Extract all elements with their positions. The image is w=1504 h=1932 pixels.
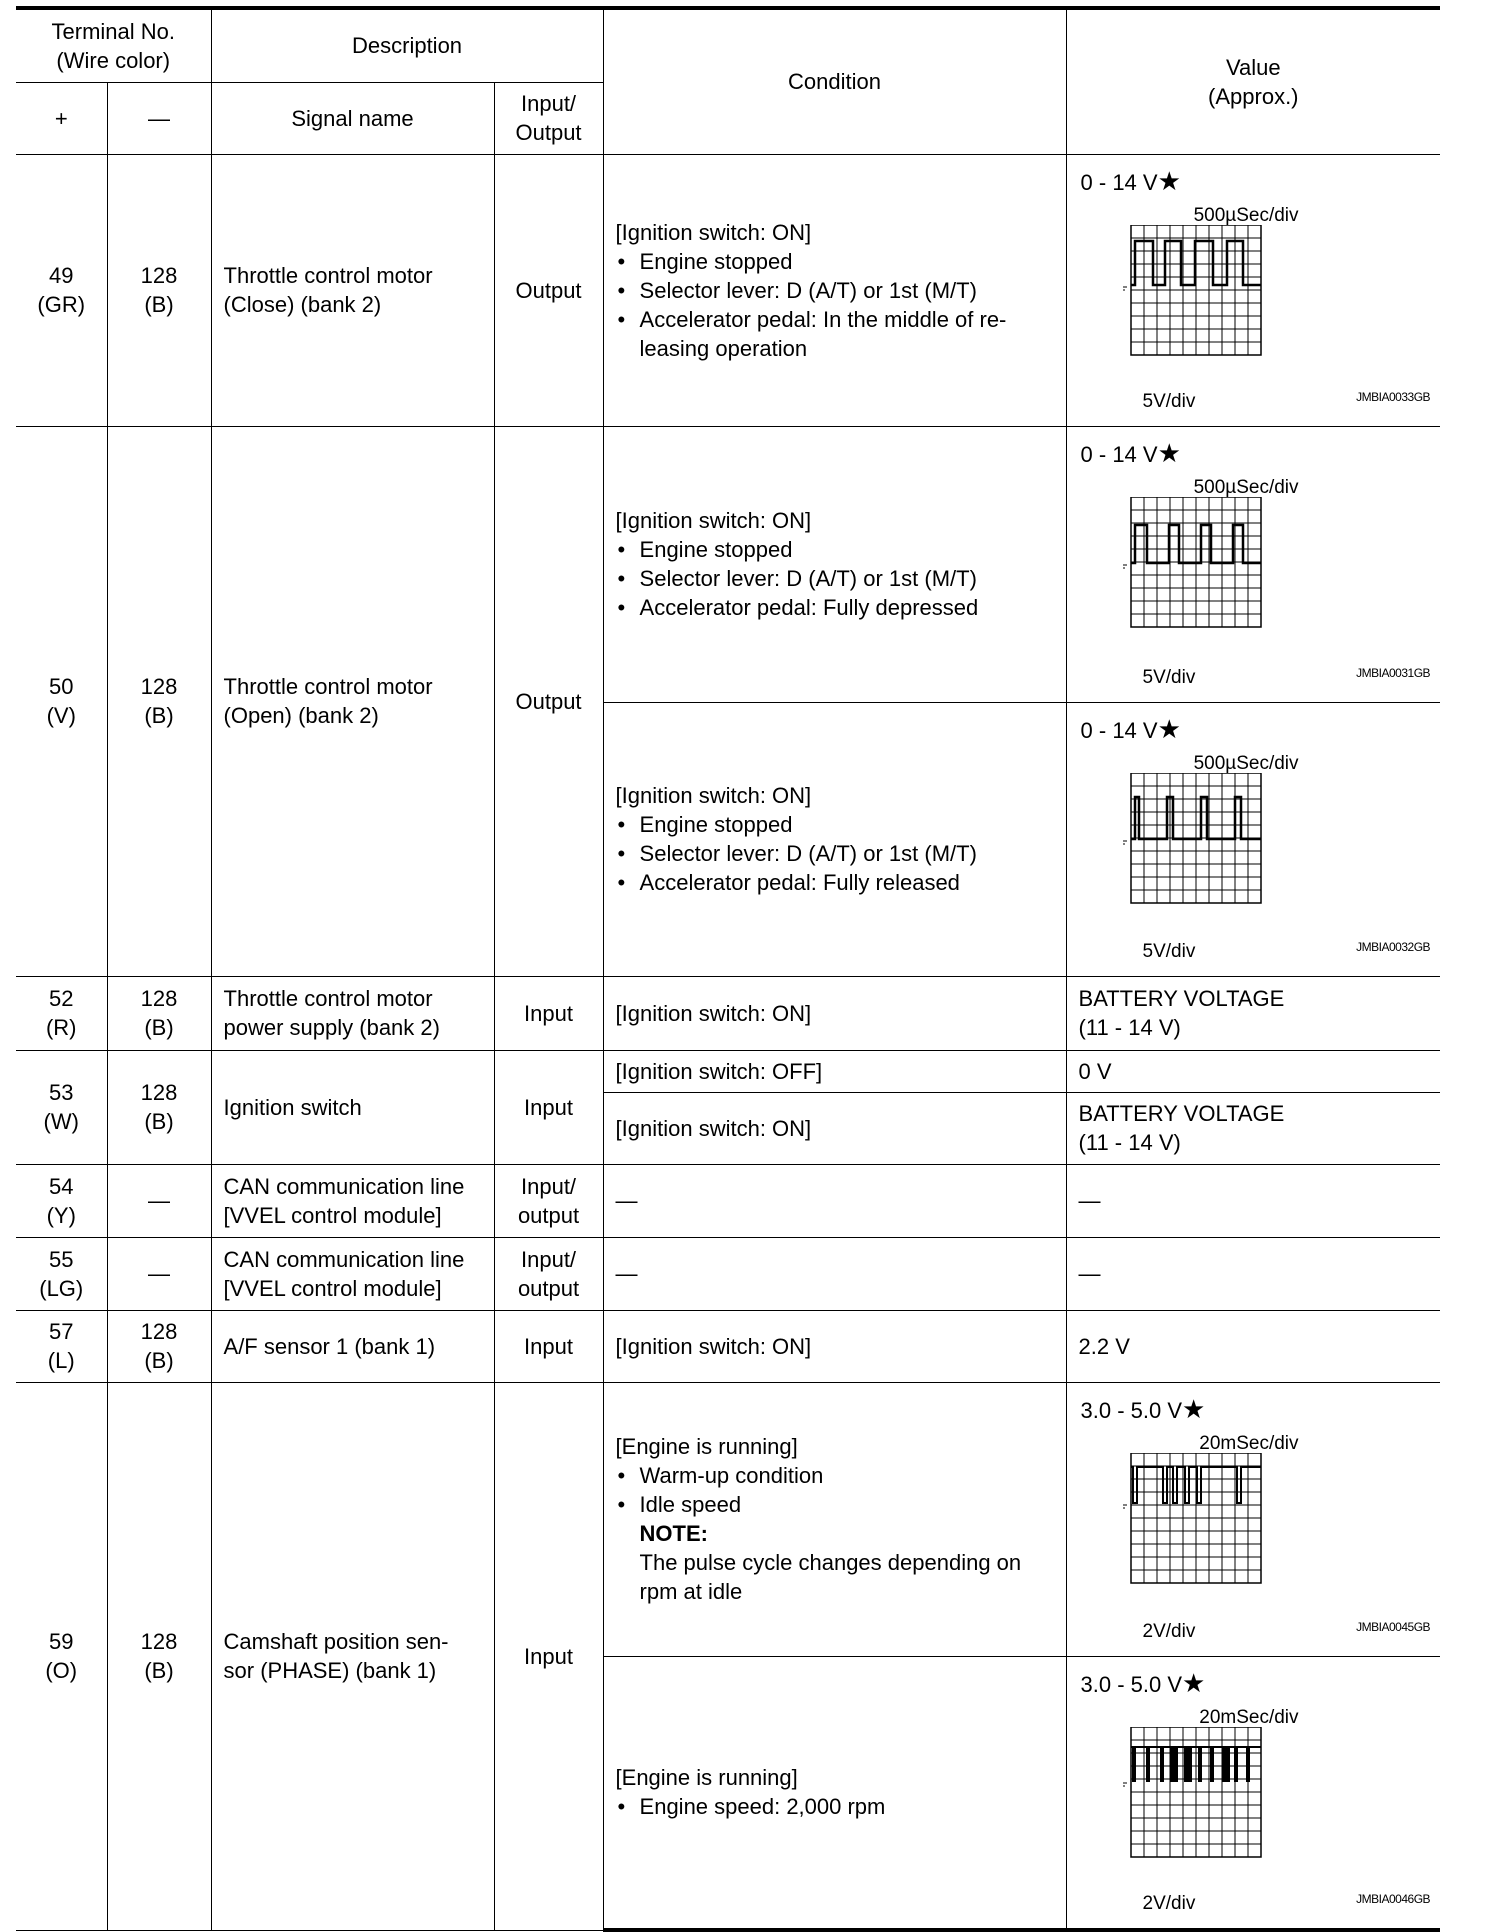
wire-color: (L) bbox=[47, 1348, 75, 1373]
signal-line: CAN communication line bbox=[223, 1246, 465, 1272]
time-division: 20mSec/div bbox=[1199, 1432, 1299, 1454]
condition-lead: [Ignition switch: ON] bbox=[615, 508, 812, 533]
volt-division: 5V/div bbox=[1142, 940, 1196, 962]
header-io bbox=[494, 82, 603, 154]
io-type: Input bbox=[494, 1310, 603, 1382]
note-heading: NOTE: bbox=[639, 1521, 708, 1546]
minus-terminal: — bbox=[107, 1164, 211, 1237]
io-type: Input bbox=[494, 1382, 603, 1930]
list-item-text: leasing operation bbox=[639, 335, 808, 361]
value-range: 0 - 14 V bbox=[1080, 169, 1158, 195]
oscilloscope-waveform bbox=[1123, 773, 1263, 923]
list-item: • Selector lever: D (A/T) or 1st (M/T) bbox=[616, 839, 1054, 868]
header-io-line1: Input/ bbox=[521, 91, 577, 116]
signal-line: (Open) (bank 2) bbox=[223, 703, 379, 728]
value-text bbox=[1081, 715, 1181, 745]
condition-lead: [Ignition switch: ON] bbox=[615, 219, 812, 245]
signal-line: power supply (bank 2) bbox=[223, 1015, 440, 1040]
figure-code: JMBIA0031GB bbox=[1356, 665, 1431, 680]
value-text: (11 - 14 V) bbox=[1078, 1130, 1181, 1155]
wire-color: (GR) bbox=[37, 292, 86, 317]
note-text: The pulse cycle changes depending on bbox=[639, 1550, 1022, 1575]
oscilloscope-waveform bbox=[1123, 1727, 1263, 1877]
list-item: • Engine stopped bbox=[616, 810, 1054, 839]
io-type: Output bbox=[494, 154, 603, 426]
signal-line: (Close) (bank 2) bbox=[223, 292, 382, 317]
oscilloscope-waveform bbox=[1123, 1453, 1263, 1603]
header-terminal-no: Terminal No. bbox=[51, 18, 175, 44]
terminal-number: 128 bbox=[140, 986, 178, 1011]
signal-line: [VVEL control module] bbox=[223, 1275, 442, 1301]
signal-line: Throttle control motor bbox=[223, 986, 433, 1011]
table-row bbox=[16, 1164, 1440, 1237]
terminal-number: 52 bbox=[49, 986, 74, 1011]
minus-terminal: — bbox=[107, 1237, 211, 1310]
value-text: BATTERY VOLTAGE bbox=[1078, 986, 1285, 1011]
condition: [Ignition switch: ON] bbox=[603, 1092, 1066, 1164]
condition-list bbox=[616, 1461, 1054, 1519]
plus-terminal bbox=[16, 1382, 107, 1930]
volt-division: 5V/div bbox=[1142, 666, 1196, 688]
io-line: Input/ bbox=[521, 1173, 577, 1199]
wire-color: (W) bbox=[43, 1109, 79, 1134]
io-line: output bbox=[517, 1202, 580, 1228]
terminal-number: 49 bbox=[49, 263, 74, 288]
header-description: Description bbox=[211, 8, 603, 82]
list-item: • Idle speed bbox=[616, 1490, 1054, 1519]
plus-terminal bbox=[16, 1237, 107, 1310]
condition: [Ignition switch: ON] bbox=[603, 976, 1066, 1050]
io-type bbox=[494, 1237, 603, 1310]
header-value-label: Value bbox=[1225, 54, 1281, 80]
condition: — bbox=[603, 1164, 1066, 1237]
time-division: 500µSec/div bbox=[1193, 476, 1299, 498]
oscilloscope-waveform bbox=[1123, 497, 1263, 647]
value-cell: 2.2 V bbox=[1066, 1310, 1440, 1382]
value-cell bbox=[1066, 426, 1440, 702]
value-cell bbox=[1066, 154, 1440, 426]
value-text bbox=[1081, 167, 1181, 197]
condition-list bbox=[616, 810, 1054, 897]
volt-division: 2V/div bbox=[1142, 1893, 1196, 1914]
oscilloscope-waveform bbox=[1123, 225, 1263, 375]
value-text: BATTERY VOLTAGE bbox=[1078, 1101, 1285, 1126]
value-cell: — bbox=[1066, 1237, 1440, 1310]
value-range: 3.0 - 5.0 V bbox=[1080, 1671, 1183, 1697]
condition bbox=[603, 426, 1066, 702]
time-division: 500µSec/div bbox=[1193, 752, 1299, 774]
header-value-approx: (Approx.) bbox=[1208, 83, 1299, 109]
signal-name bbox=[211, 1164, 494, 1237]
terminal-number: 59 bbox=[49, 1629, 74, 1654]
value-cell bbox=[1066, 1092, 1440, 1164]
minus-terminal bbox=[107, 976, 211, 1050]
header-wire-color: (Wire color) bbox=[56, 47, 171, 73]
condition bbox=[603, 702, 1066, 976]
plus-terminal bbox=[16, 1050, 107, 1164]
io-line: output bbox=[517, 1275, 580, 1301]
io-type: Input bbox=[494, 1050, 603, 1164]
list-item: • Warm-up condition bbox=[616, 1461, 1054, 1490]
volt-division: 2V/div bbox=[1142, 1620, 1196, 1642]
value-cell: 0 V bbox=[1066, 1050, 1440, 1092]
table-row bbox=[16, 426, 1440, 702]
signal-name: Ignition switch bbox=[211, 1050, 494, 1164]
value-cell bbox=[1066, 702, 1440, 976]
list-item-text: Accelerator pedal: In the middle of re- bbox=[639, 306, 1007, 332]
figure-code: JMBIA0033GB bbox=[1356, 389, 1431, 404]
io-line: Input/ bbox=[521, 1246, 577, 1272]
table-row bbox=[16, 1050, 1440, 1092]
figure-code: JMBIA0046GB bbox=[1356, 1892, 1431, 1906]
condition: [Ignition switch: OFF] bbox=[603, 1050, 1066, 1092]
condition-list bbox=[616, 1792, 1054, 1821]
plus-terminal bbox=[16, 1310, 107, 1382]
table-row bbox=[16, 1237, 1440, 1310]
time-division: 500µSec/div bbox=[1193, 204, 1299, 226]
star-icon: ★ bbox=[1157, 437, 1181, 468]
terminal-number: 54 bbox=[49, 1173, 74, 1199]
condition: [Ignition switch: ON] bbox=[603, 1310, 1066, 1382]
signal-name bbox=[211, 976, 494, 1050]
header-signal-name: Signal name bbox=[211, 82, 494, 154]
plus-terminal bbox=[16, 1164, 107, 1237]
wire-color: (B) bbox=[144, 1348, 174, 1373]
table-row bbox=[16, 1310, 1440, 1382]
star-icon: ★ bbox=[1182, 1393, 1206, 1424]
terminal-number: 128 bbox=[140, 1080, 178, 1105]
list-item: • Engine speed: 2,000 rpm bbox=[616, 1792, 1054, 1821]
signal-name bbox=[211, 154, 494, 426]
wire-color: (B) bbox=[144, 1015, 174, 1040]
list-item: • Accelerator pedal: Fully depressed bbox=[616, 593, 1054, 622]
terminal-number: 128 bbox=[140, 1319, 178, 1344]
volt-division: 5V/div bbox=[1142, 390, 1196, 412]
list-item: • Engine stopped bbox=[616, 535, 1054, 564]
minus-terminal bbox=[107, 154, 211, 426]
signal-line: CAN communication line bbox=[223, 1173, 465, 1199]
wire-color: (B) bbox=[144, 703, 174, 728]
header-plus: + bbox=[16, 82, 107, 154]
header-terminal bbox=[16, 8, 211, 82]
list-item bbox=[616, 305, 1054, 363]
condition-list bbox=[616, 247, 1054, 363]
io-type: Input bbox=[494, 976, 603, 1050]
value-text bbox=[1081, 1669, 1206, 1699]
plus-terminal bbox=[16, 426, 107, 976]
terminal-number: 128 bbox=[140, 674, 178, 699]
wire-color: (B) bbox=[144, 1109, 174, 1134]
list-item: • Engine stopped bbox=[616, 247, 1054, 276]
terminal-table bbox=[16, 6, 1440, 1932]
signal-name bbox=[211, 1237, 494, 1310]
minus-terminal bbox=[107, 1382, 211, 1930]
value-cell: — bbox=[1066, 1164, 1440, 1237]
signal-line: [VVEL control module] bbox=[223, 1202, 442, 1228]
minus-terminal bbox=[107, 1310, 211, 1382]
condition: — bbox=[603, 1237, 1066, 1310]
io-type bbox=[494, 1164, 603, 1237]
value-range: 0 - 14 V bbox=[1080, 717, 1158, 743]
plus-terminal bbox=[16, 154, 107, 426]
table-row bbox=[16, 154, 1440, 426]
signal-name bbox=[211, 426, 494, 976]
terminal-number: 55 bbox=[49, 1246, 74, 1272]
header-value bbox=[1066, 8, 1440, 154]
terminal-number: 57 bbox=[49, 1319, 74, 1344]
star-icon: ★ bbox=[1157, 165, 1181, 196]
condition bbox=[603, 154, 1066, 426]
value-range: 0 - 14 V bbox=[1080, 441, 1158, 467]
condition-lead: [Engine is running] bbox=[615, 1765, 798, 1791]
star-icon: ★ bbox=[1157, 713, 1181, 744]
header-condition: Condition bbox=[603, 8, 1066, 154]
wire-color: (LG) bbox=[39, 1275, 84, 1301]
minus-terminal bbox=[107, 1050, 211, 1164]
value-cell bbox=[1066, 976, 1440, 1050]
figure-code: JMBIA0032GB bbox=[1356, 939, 1431, 954]
value-text: (11 - 14 V) bbox=[1078, 1015, 1181, 1040]
table-row bbox=[16, 976, 1440, 1050]
wire-color: (Y) bbox=[46, 1202, 76, 1228]
list-item: • Selector lever: D (A/T) or 1st (M/T) bbox=[616, 276, 1054, 305]
note-text: rpm at idle bbox=[639, 1579, 743, 1604]
value-cell bbox=[1066, 1656, 1440, 1930]
signal-line: sor (PHASE) (bank 1) bbox=[223, 1658, 437, 1683]
wire-color: (O) bbox=[45, 1658, 78, 1683]
list-item: • Accelerator pedal: Fully released bbox=[616, 868, 1054, 897]
table-row bbox=[16, 1382, 1440, 1656]
terminal-number: 128 bbox=[140, 1629, 178, 1654]
wire-color: (V) bbox=[46, 703, 76, 728]
signal-name bbox=[211, 1382, 494, 1930]
condition bbox=[603, 1382, 1066, 1656]
minus-terminal bbox=[107, 426, 211, 976]
plus-terminal bbox=[16, 976, 107, 1050]
wire-color: (R) bbox=[45, 1015, 77, 1040]
condition bbox=[603, 1656, 1066, 1930]
value-text bbox=[1081, 439, 1181, 469]
star-icon: ★ bbox=[1182, 1667, 1206, 1698]
header-io-line2: Output bbox=[515, 120, 582, 145]
condition-lead: [Ignition switch: ON] bbox=[615, 783, 812, 808]
wire-color: (B) bbox=[144, 292, 174, 317]
figure-code: JMBIA0045GB bbox=[1356, 1619, 1431, 1634]
condition-lead: [Engine is running] bbox=[615, 1434, 798, 1459]
list-item: • Selector lever: D (A/T) or 1st (M/T) bbox=[616, 564, 1054, 593]
time-division: 20mSec/div bbox=[1199, 1706, 1299, 1728]
value-cell bbox=[1066, 1382, 1440, 1656]
signal-name: A/F sensor 1 (bank 1) bbox=[211, 1310, 494, 1382]
value-range: 3.0 - 5.0 V bbox=[1080, 1397, 1183, 1423]
io-type: Output bbox=[494, 426, 603, 976]
terminal-number: 50 bbox=[49, 674, 74, 699]
signal-line: Throttle control motor bbox=[223, 263, 433, 288]
header-minus: — bbox=[107, 82, 211, 154]
terminal-number: 53 bbox=[49, 1080, 74, 1105]
value-text bbox=[1081, 1395, 1206, 1425]
terminal-number: 128 bbox=[140, 263, 178, 288]
condition-list bbox=[616, 535, 1054, 622]
signal-line: Throttle control motor bbox=[223, 674, 433, 699]
wire-color: (B) bbox=[144, 1658, 174, 1683]
signal-line: Camshaft position sen- bbox=[223, 1629, 449, 1654]
